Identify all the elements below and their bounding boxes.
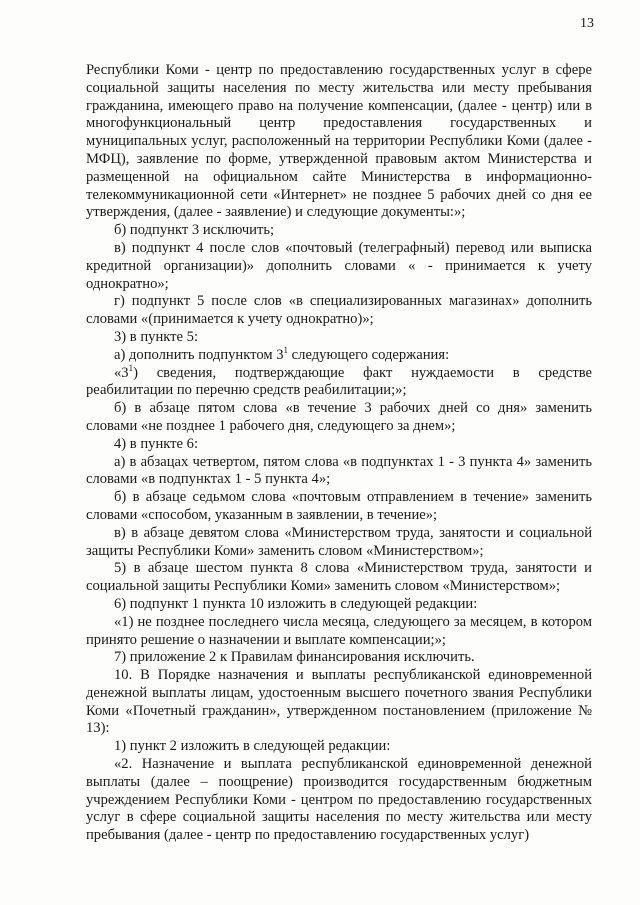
superscript: 1 bbox=[128, 362, 134, 373]
paragraph: 1) пункт 2 изложить в следующей редакции: bbox=[114, 738, 391, 755]
paragraph: в) подпункт 4 после слов «почтовый (телеграфный) перевод или выписка кредитной организации)» дополнить словами « - принимается к учету однократно»; bbox=[86, 239, 592, 292]
paragraph: 4) в пункте 6: bbox=[114, 435, 199, 452]
paragraph: Республики Коми - центр по предоставлению государственных услуг в сфере социальной защиты населения по месту жительства или месту пребывания гражданина, имеющего право на получение компенсации, (далее - центр) или в многофункциональный центр предоставления государственных и муниципальных услуг, расположенный на территории Республики Коми (далее - МФЦ), заявление по форме, утвержденной правовым актом Министерства и размещенной на официальном сайте Министерства в информационно-телекоммуникационной сети «Интернет» не позднее 5 рабочих дней со дня ее утверждения, (далее - заявление) и следующие документы:»; bbox=[86, 62, 592, 221]
paragraph: в) в абзаце девятом слова «Министерством труда, занятости и социальной защиты Республики Коми» заменить словом «Министерством»; bbox=[86, 524, 592, 559]
page-number: 13 bbox=[580, 16, 594, 31]
paragraph bbox=[86, 344, 592, 365]
text-run: ) сведения, подтверждающие факт нуждаемости в средстве реабилитации по перечню средств реабилитации;»; bbox=[86, 364, 592, 399]
paragraph: 10. В Порядке назначения и выплаты республиканской единовременной денежной выплаты лицам, удостоенным высшего почетного звания Республики Коми «Почетный гражданин», утвержденном постановлением (приложение № 13): bbox=[86, 667, 592, 737]
paragraph: б) в абзаце пятом слова «в течение 3 рабочих дней со дня» заменить словами «не позднее 1 рабочего дня, следующего за днем»; bbox=[86, 400, 592, 434]
text-run: следующего содержания: bbox=[288, 346, 450, 363]
paragraph: «2. Назначение и выплата республиканской единовременной денежной выплаты (далее – поощрение) производится государственным бюджетным учреждением Республики Коми - центром по предоставлению государственных услуг в сфере социальной защиты населения по месту жительства или месту пребывания (далее - центр по предоставлению государственных услуг) bbox=[86, 756, 592, 844]
text-run: «3 bbox=[114, 364, 129, 381]
paragraph: «1) не позднее последнего числа месяца, следующего за месяцем, в котором принято решение о назначении и выплате компенсации;»; bbox=[86, 613, 592, 648]
text-run: а) дополнить подпунктом 3 bbox=[114, 346, 284, 363]
paragraph: б) в абзаце седьмом слова «почтовым отправлением в течение» заменить словами «способом, указанным в заявлении, в течение»; bbox=[86, 489, 592, 523]
paragraph bbox=[86, 362, 592, 401]
superscript: 1 bbox=[283, 344, 289, 355]
paragraph: 6) подпункт 1 пункта 10 изложить в следующей редакции: bbox=[114, 595, 478, 612]
paragraph: 3) в пункте 5: bbox=[114, 328, 199, 345]
paragraph: 7) приложение 2 к Правилам финансирования исключить. bbox=[114, 649, 475, 666]
paragraph: г) подпункт 5 после слов «в специализированных магазинах» дополнить словами «(принимается к учету однократно)»; bbox=[86, 293, 592, 328]
paragraph: а) в абзацах четвертом, пятом слова «в подпунктах 1 - 3 пункта 4» заменить словами «в подпунктах 1 - 5 пункта 4»; bbox=[86, 453, 592, 488]
document-body bbox=[86, 62, 592, 845]
paragraph: 5) в абзаце шестом пункта 8 слова «Министерством труда, занятости и социальной защиты Республики Коми» заменить словом «Министерством»; bbox=[86, 560, 592, 595]
paragraph: б) подпункт 3 исключить; bbox=[114, 222, 275, 239]
